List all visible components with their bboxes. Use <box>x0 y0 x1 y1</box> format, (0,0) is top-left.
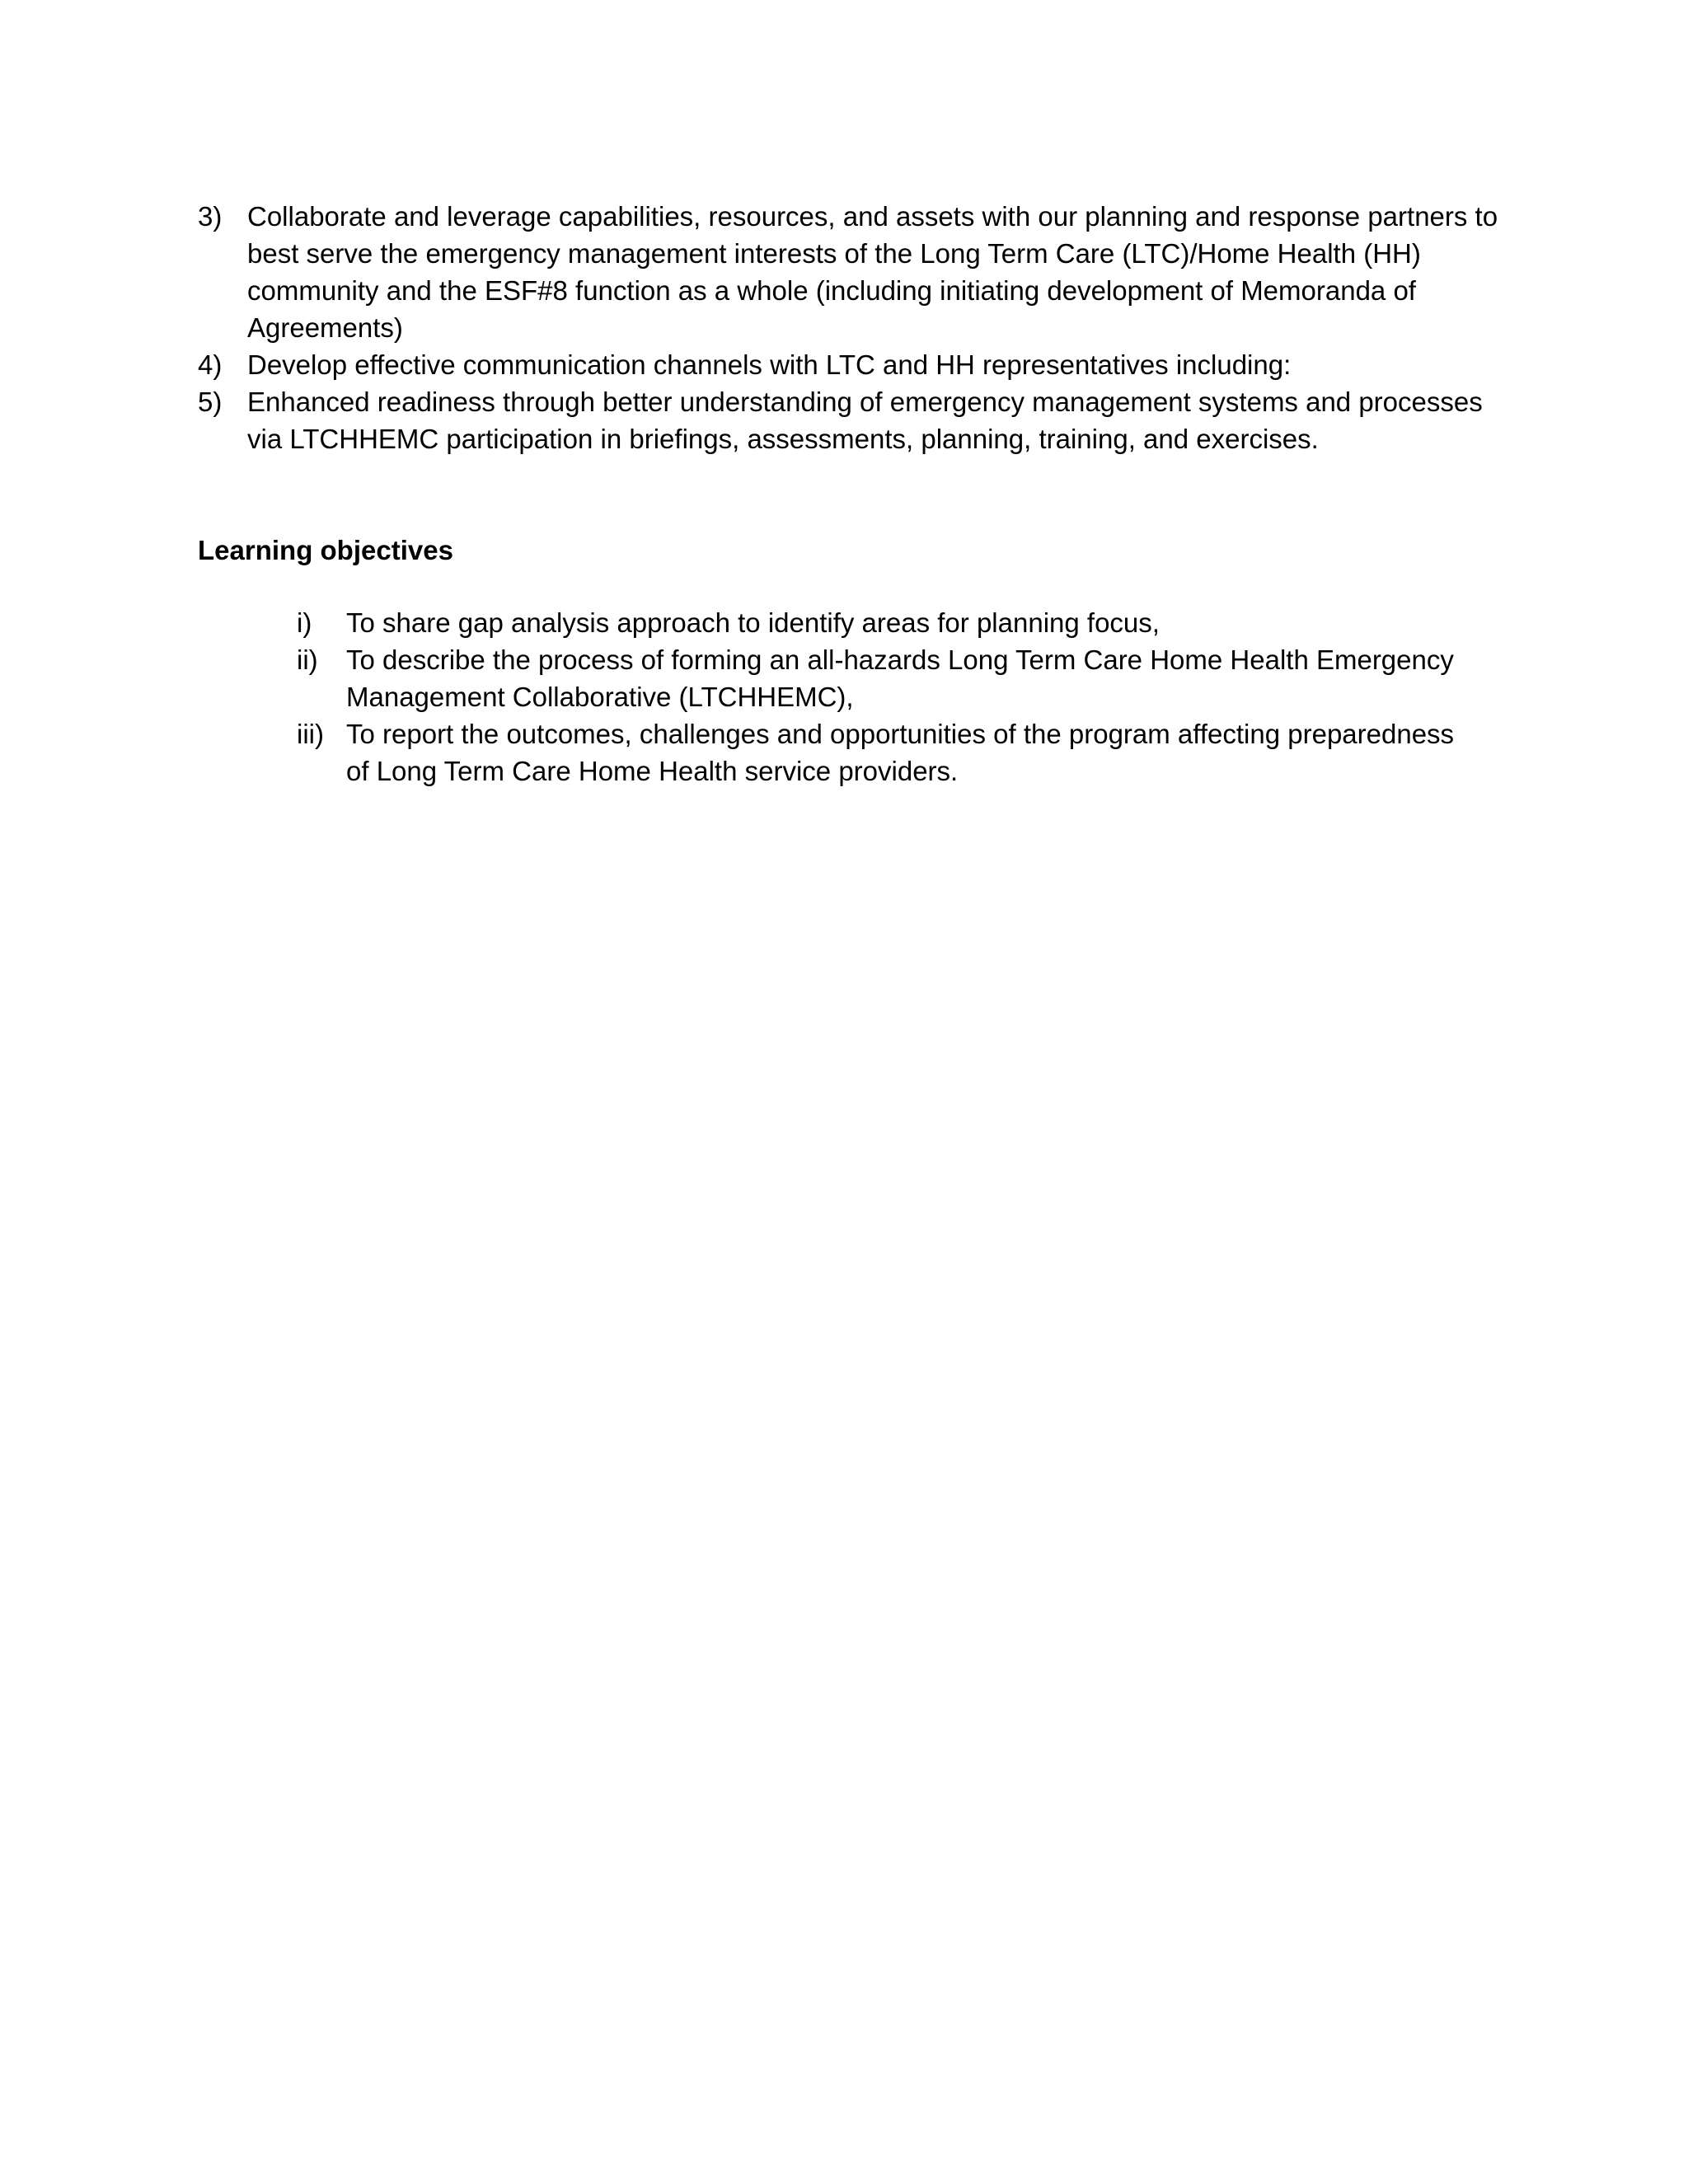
list-item <box>198 346 1517 383</box>
list-marker: 4) <box>198 349 223 380</box>
list-item-text: To report the outcomes, challenges and opportunities of the program affecting preparedness of Long Term Care Home Health service providers. <box>346 719 1455 786</box>
learning-objectives-heading: Learning objectives <box>198 535 453 565</box>
list-item <box>297 641 1484 715</box>
list-item-text: Collaborate and leverage capabilities, resources, and assets with our planning and response partners to best serve the emergency management interests of the Long Term Care (LTC)/Home Health (HH) community and the ESF#8 function as a whole (including initiating development of Memoranda of Agreements) <box>247 201 1498 343</box>
list-item-text: Develop effective communication channels with LTC and HH representatives including: <box>247 349 1292 380</box>
learning-objectives-list <box>297 604 1484 790</box>
list-item <box>198 383 1517 457</box>
list-item-text: To describe the process of forming an all-hazards Long Term Care Home Health Emergency Management Collaborative (LTCHHEMC), <box>346 644 1454 712</box>
list-item-text: Enhanced readiness through better understanding of emergency management systems and processes via LTCHHEMC participation in briefings, assessments, planning, training, and exercises. <box>247 387 1483 454</box>
list-item-text: To share gap analysis approach to identify areas for planning focus, <box>346 607 1160 638</box>
numbered-list <box>198 198 1517 457</box>
list-marker: iii) <box>297 719 324 749</box>
list-item <box>297 715 1484 790</box>
list-item <box>297 604 1484 641</box>
list-item <box>198 198 1517 346</box>
list-marker: 5) <box>198 387 223 417</box>
list-marker: 3) <box>198 201 223 232</box>
list-marker: ii) <box>297 644 318 675</box>
list-marker: i) <box>297 607 312 638</box>
